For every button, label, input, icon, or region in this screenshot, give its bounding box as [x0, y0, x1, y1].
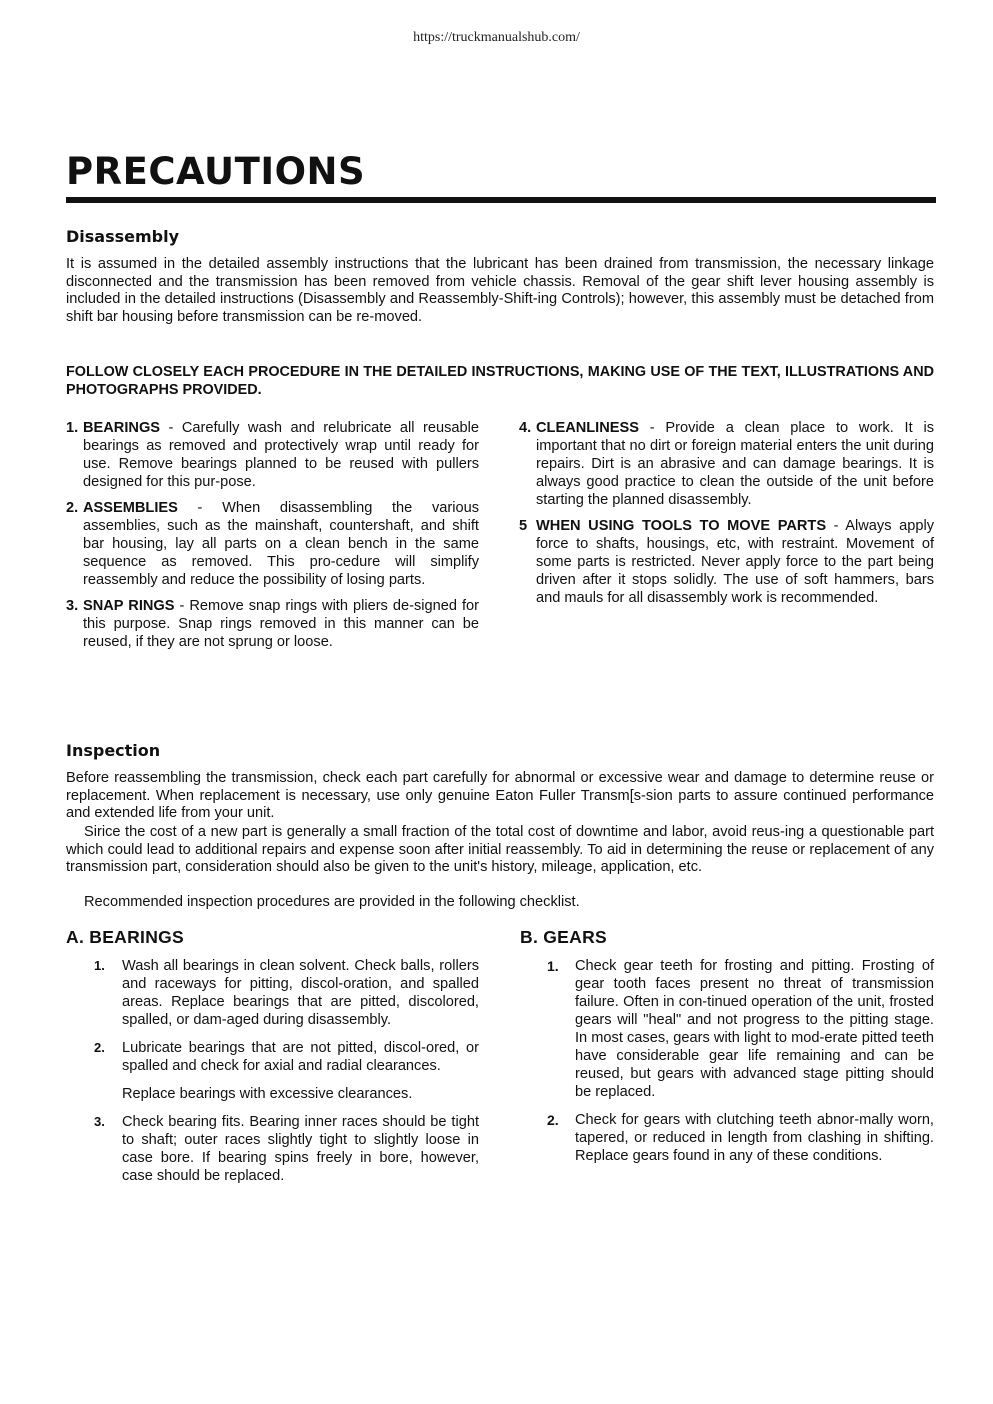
item-lead: ASSEMBLIES — [83, 500, 178, 516]
gears-heading: B. GEARS — [520, 927, 607, 947]
inspection-paragraph-2: Sirice the cost of a new part is generally a small fraction of the total cost of downtime and labor, avoid reus-ing a questionable part which could lead to additional repairs and expense soon after initial reassembly. To aid in determining the reuse or replacement of any transmission part, consideration should also be given to the unit's history, mileage, application, etc. — [66, 824, 934, 876]
source-url: https://truckmanualshub.com/ — [413, 30, 580, 45]
precaution-item-assemblies — [66, 499, 479, 589]
item-number: 5 — [519, 518, 528, 534]
precaution-item-bearings — [66, 419, 479, 491]
precaution-item-cleanliness — [519, 419, 934, 509]
item-number: 1. — [94, 958, 105, 973]
item-number: 1. — [66, 420, 79, 436]
item-lead: SNAP RINGS — [83, 598, 175, 614]
item-text: - When disassembling the various assemblies, such as the mainshaft, countershaft, and shift bar housing, lay all parts on a clean bench in the same sequence as removed. This pro-cedure will simplify reassembly and reduce the possibility of losing parts. — [83, 500, 479, 588]
item-lead: BEARINGS — [83, 420, 161, 436]
inspection-paragraph-1: Before reassembling the transmission, check each part carefully for abnormal or excessive wear and damage to determine reuse or replacement. When replacement is necessary, use only genuine Eaton Fuller Transm[s-sion parts to assure continued performance and extended life from your unit. — [66, 770, 934, 822]
item-text: Lubricate bearings that are not pitted, discol-ored, or spalled and check for axial and radial clearances. — [122, 1040, 479, 1074]
item-number: 2. — [66, 500, 79, 516]
item-text: Check for gears with clutching teeth abnor-mally worn, tapered, or reduced in length from clashing in shifting. Replace gears found in any of these conditions. — [575, 1112, 934, 1164]
bearings-note: Replace bearings with excessive clearances. — [122, 1086, 413, 1102]
item-number: 2. — [94, 1040, 105, 1055]
item-lead: WHEN USING TOOLS TO MOVE PARTS — [536, 518, 827, 534]
item-text: Check bearing fits. Bearing inner races should be tight to shaft; outer races slightly tight to slightly loose in case bore. If bearing spins freely in bore, however, case should be replaced. — [122, 1114, 479, 1184]
bearings-item-2 — [66, 1039, 479, 1075]
bearings-item-3 — [66, 1113, 479, 1185]
bearings-checklist — [66, 957, 479, 1195]
inspection-heading: Inspection — [66, 741, 161, 760]
item-text: - Carefully wash and relubricate all reusable bearings as removed and protectively wrap until ready for use. Remove bearings planned to be reused with pullers designed for this pur-pose. — [83, 420, 479, 490]
precautions-right-column — [519, 419, 934, 615]
item-number: 4. — [519, 420, 532, 436]
title-rule — [66, 197, 936, 203]
item-text: Check gear teeth for frosting and pitting. Frosting of gear tooth faces present no threat of transmission failure. Often in con-tinued operation of the unit, frosted gears will "heal" and not progress to the pitting stage. In most cases, gears with light to mod-erate pitted teeth have considerable gear life remaining and can be reused, but gears with advanced stage pitting should be replaced. — [575, 958, 934, 1100]
item-text: Wash all bearings in clean solvent. Check balls, rollers and raceways for pitting, discol-oration, and spalled areas. Replace bearings that are pitted, discolored, spalled, or dam-aged during disassembly. — [122, 958, 479, 1028]
inspection-paragraph-3: Recommended inspection procedures are provided in the following checklist. — [84, 894, 580, 910]
page-title: PRECAUTIONS — [66, 150, 366, 193]
item-text: - Remove snap rings with pliers de-signed for this purpose. Snap rings removed in this manner can be reused, if they are not sprung or loose. — [83, 598, 479, 650]
disassembly-heading: Disassembly — [66, 227, 180, 246]
precautions-left-column — [66, 419, 479, 659]
item-number: 3. — [94, 1114, 105, 1129]
follow-notice: FOLLOW CLOSELY EACH PROCEDURE IN THE DETAILED INSTRUCTIONS, MAKING USE OF THE TEXT, ILLUSTRATIONS AND PHOTOGRAPHS PROVIDED. — [66, 364, 934, 398]
item-number: 1. — [547, 958, 559, 974]
precaution-item-snap-rings — [66, 597, 479, 651]
item-lead: CLEANLINESS — [536, 420, 639, 436]
bearings-heading: A. BEARINGS — [66, 927, 185, 947]
gears-item-2 — [519, 1111, 934, 1165]
precaution-item-tools — [519, 517, 934, 607]
item-text: - Provide a clean place to work. It is important that no dirt or foreign material enters the unit during repairs. Dirt is an abrasive and can damage bearings. It is always good practice to clean the outside of the unit before starting the planned disassembly. — [536, 420, 934, 508]
item-text: - Always apply force to shafts, housings, etc, with restraint. Movement of some parts is restricted. Never apply force to the part being driven after it stops solidly. The use of soft hammers, bars and mauls for all disassembly work is recommended. — [536, 518, 934, 606]
gears-checklist — [519, 957, 934, 1175]
item-number: 2. — [547, 1112, 559, 1128]
gears-item-1 — [519, 957, 934, 1101]
disassembly-intro: It is assumed in the detailed assembly instructions that the lubricant has been drained from transmission, the necessary linkage disconnected and the transmission has been removed from vehicle chassis. Removal of the gear shift lever housing assembly is included in the detailed instructions (Disassembly and Reassembly-Shift-ing Controls); however, this assembly must be detached from shift bar housing before transmission can be re-moved. — [66, 256, 934, 325]
item-number: 3. — [66, 598, 79, 614]
bearings-item-1 — [66, 957, 479, 1029]
